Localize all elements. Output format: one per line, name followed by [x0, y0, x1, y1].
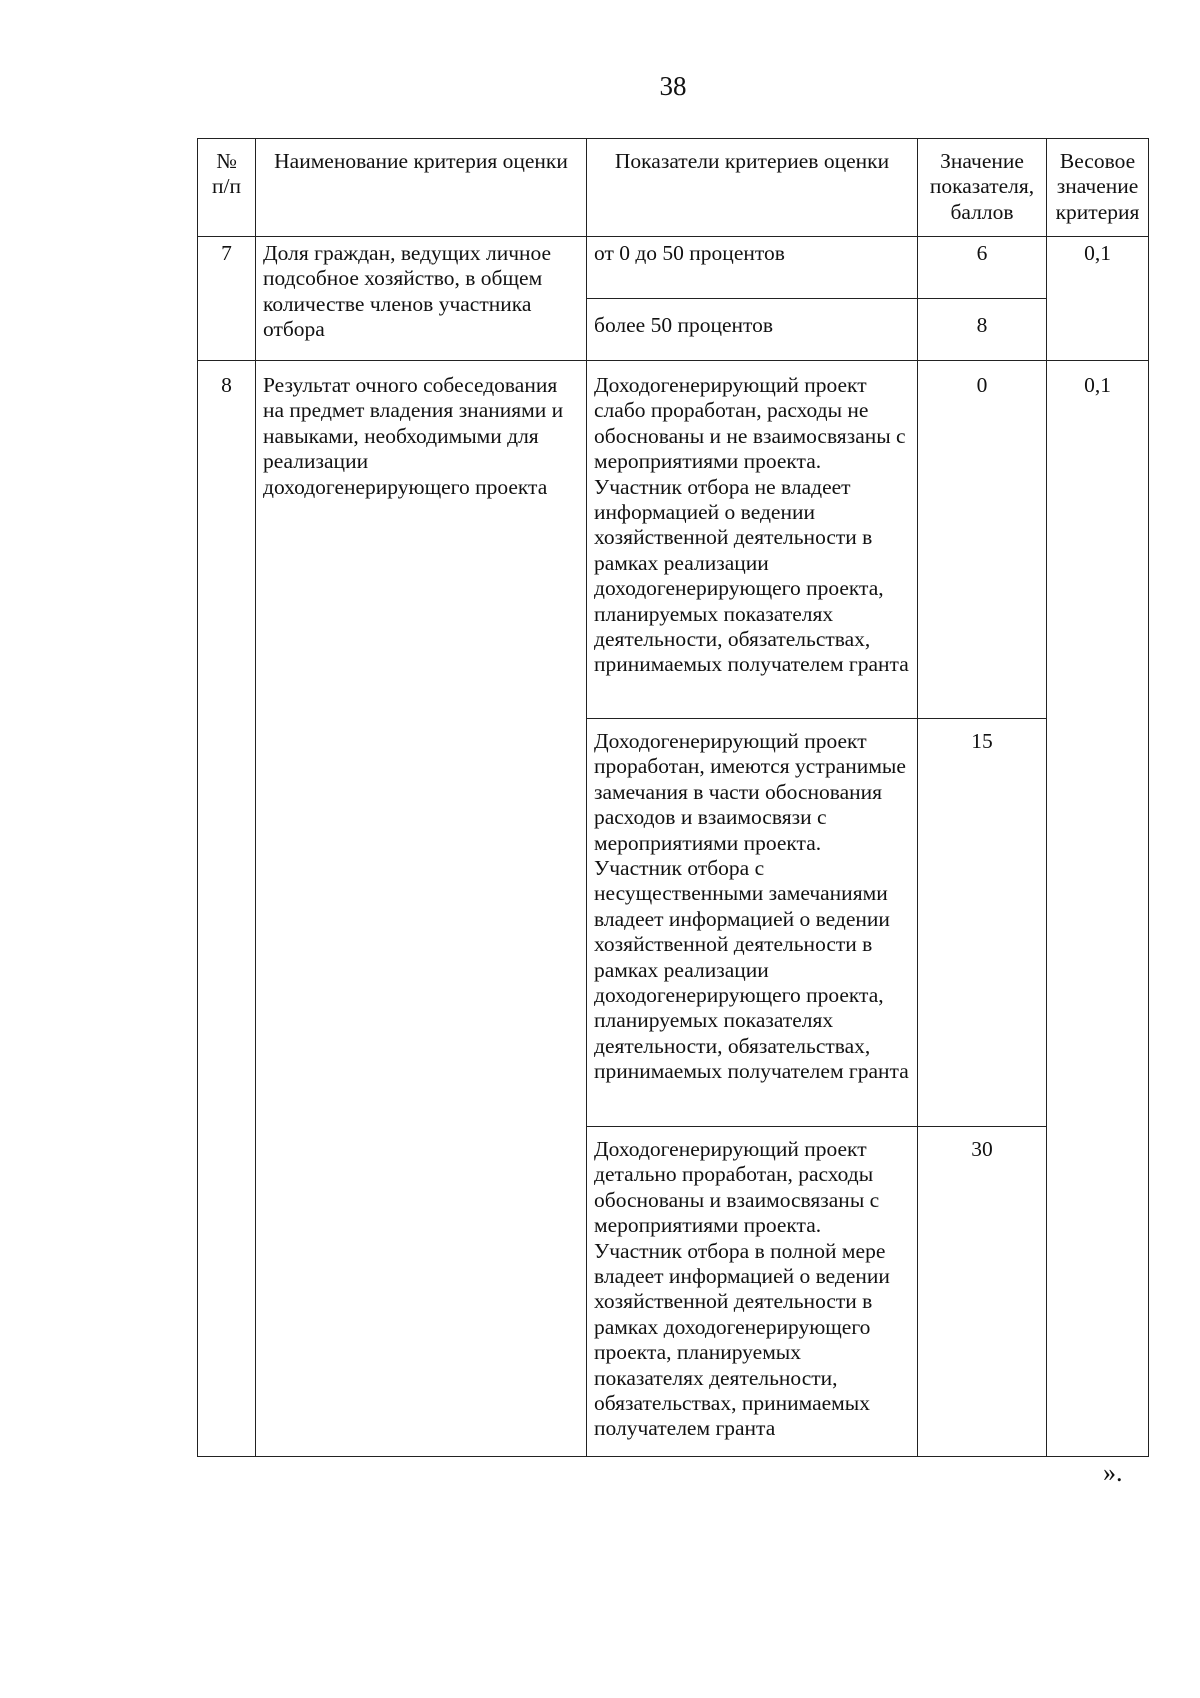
- indicator-value: 15: [918, 719, 1047, 1127]
- table-row: [198, 361, 1149, 719]
- indicator-text: более 50 процентов: [587, 299, 918, 361]
- indicator-value: 30: [918, 1127, 1047, 1457]
- indicator-value: 0: [918, 361, 1047, 719]
- closing-quote-mark: ».: [1103, 1458, 1123, 1487]
- indicator-value: 6: [918, 237, 1047, 299]
- page-number: 38: [659, 71, 687, 101]
- table-row: [198, 237, 1149, 299]
- row-criterion: Доля граждан, ведущих личное подсобное хозяйство, в общем количестве членов участника отбора: [256, 237, 587, 361]
- indicator-text: от 0 до 50 процентов: [587, 237, 918, 299]
- header-indicators: Показатели критериев оценки: [587, 139, 918, 237]
- header-num: № п/п: [198, 139, 256, 237]
- header-value: Значение показателя, баллов: [918, 139, 1047, 237]
- row-num: 7: [198, 237, 256, 361]
- row-weight: 0,1: [1047, 361, 1149, 1457]
- criteria-table: [197, 138, 1149, 1457]
- indicator-text: Доходогенерирующий проект проработан, имеются устранимые замечания в части обоснования расходов и взаимосвязи с мероприятиями проекта. Участник отбора с несущественными замечаниями владеет информацией о ведении хозяйственной деятельности в рамках реализации доходогенерирующего проекта, планируемых показателях деятельности, обязательствах, принимаемых получателем гранта: [587, 719, 918, 1127]
- indicator-value: 8: [918, 299, 1047, 361]
- indicator-text: Доходогенерирующий проект детально проработан, расходы обоснованы и взаимосвязаны с мероприятиями проекта. Участник отбора в полной мере владеет информацией о ведении хозяйственной деятельности в рамках доходогенерирующего проекта, планируемых показателях деятельности, обязательствах, принимаемых получателем гранта: [587, 1127, 918, 1457]
- table-header-row: [198, 139, 1149, 237]
- header-criterion: Наименование критерия оценки: [256, 139, 587, 237]
- indicator-text: Доходогенерирующий проект слабо проработан, расходы не обоснованы и не взаимосвязаны с мероприятиями проекта. Участник отбора не владеет информацией о ведении хозяйственной деятельности в рамках реализации доходогенерирующего проекта, планируемых показателях деятельности, обязательствах, принимаемых получателем гранта: [587, 361, 918, 719]
- row-num: 8: [198, 361, 256, 1457]
- row-weight: 0,1: [1047, 237, 1149, 361]
- header-weight: Весовое значение критерия: [1047, 139, 1149, 237]
- row-criterion: Результат очного собеседования на предмет владения знаниями и навыками, необходимыми для реализации доходогенерирующего проекта: [256, 361, 587, 1457]
